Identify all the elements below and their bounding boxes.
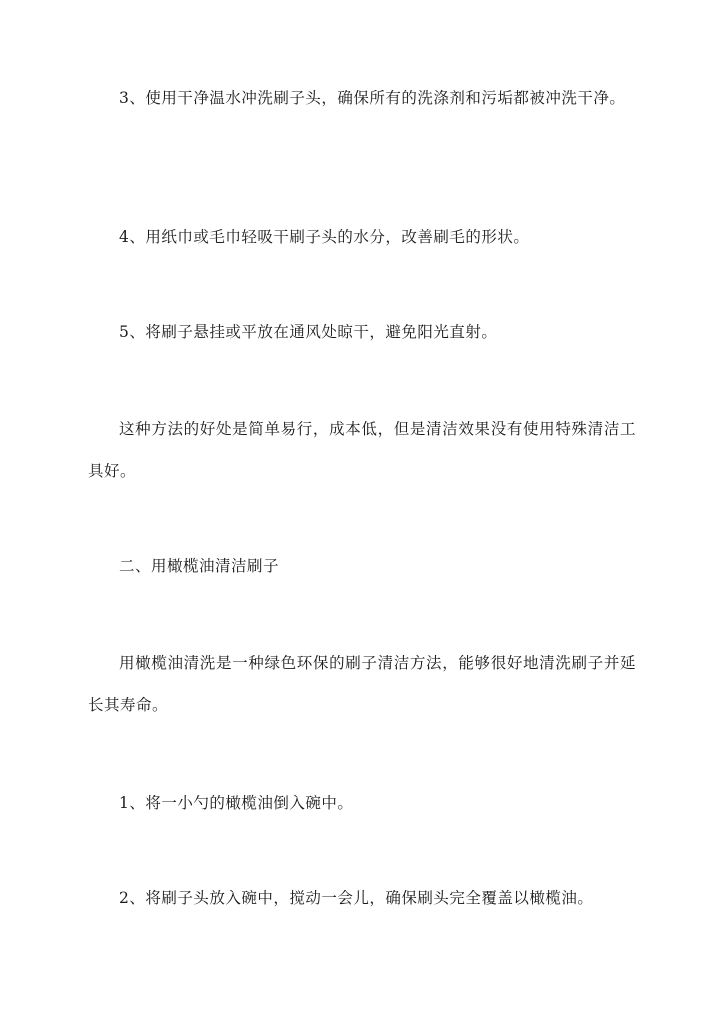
olive-step-2-paragraph: 2、将刷子头放入碗中，搅动一会儿，确保刷头完全覆盖以橄榄油。 bbox=[119, 889, 594, 907]
step-4-dry-paragraph: 4、用纸巾或毛巾轻吸干刷子头的水分，改善刷毛的形状。 bbox=[119, 228, 530, 246]
step-3-rinse-paragraph: 3、使用干净温水冲洗刷子头，确保所有的洗涤剂和污垢都被冲洗干净。 bbox=[119, 89, 626, 107]
olive-oil-intro-paragraph: 用橄榄油清洗是一种绿色环保的刷子清洁方法，能够很好地清洗刷子并延长其寿命。 bbox=[88, 654, 636, 714]
olive-step-1-paragraph: 1、将一小勺的橄榄油倒入碗中。 bbox=[119, 794, 354, 812]
step-5-hang-paragraph: 5、将刷子悬挂或平放在通风处晾干，避免阳光直射。 bbox=[119, 323, 498, 341]
section-heading-olive-oil: 二、用橄榄油清洁刷子 bbox=[119, 557, 280, 575]
method-summary-paragraph: 这种方法的好处是简单易行，成本低，但是清洁效果没有使用特殊清洁工具好。 bbox=[88, 420, 636, 480]
